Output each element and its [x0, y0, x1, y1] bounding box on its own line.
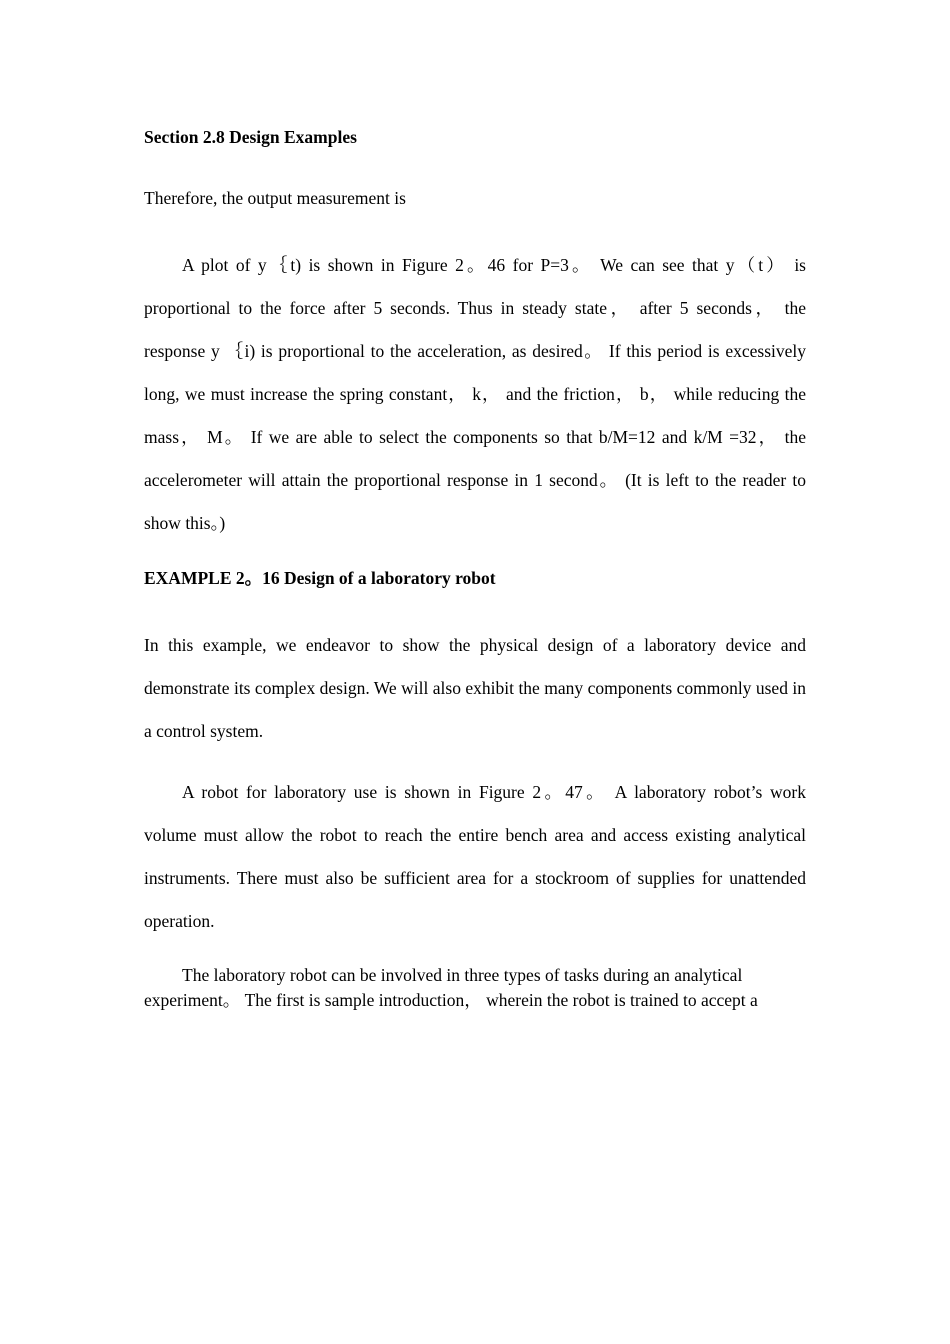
section-title: Section 2.8 Design Examples	[144, 127, 357, 147]
document-body	[144, 122, 806, 1031]
example-title: EXAMPLE 2。16 Design of a laboratory robot	[144, 568, 496, 588]
paragraph-robot-tasks: The laboratory robot can be involved in three types of tasks during an analytical experiment。 The first is sample introduction， wherein the robot is trained to accept a	[144, 965, 758, 1010]
paragraph-example-intro: In this example, we endeavor to show the physical design of a laboratory device and demonstrate its complex design. We will also exhibit the many components commonly used in a control system.	[144, 635, 806, 741]
intro-line: Therefore, the output measurement is	[144, 188, 406, 208]
paragraph-accelerometer-response: A plot of y｛t) is shown in Figure 2。46 for P=3。 We can see that y（t） is proportional to the force after 5 seconds. Thus in steady state， after 5 seconds， the response y ｛i) is proportional to the acceleration, as desired。 If this period is excessively long, we must increase the spring constant， k， and the friction， b， while reducing the mass， M。 If we are able to select the components so that b/M=12 and k/M =32， the accelerometer will attain the proportional response in 1 second。 (It is left to the reader to show this。)	[144, 255, 806, 533]
paragraph-robot-work-volume: A robot for laboratory use is shown in Figure 2。47。 A laboratory robot’s work volume must allow the robot to reach the entire bench area and access existing analytical instruments. There must also be sufficient area for a stockroom of supplies for unattended operation.	[144, 782, 806, 931]
